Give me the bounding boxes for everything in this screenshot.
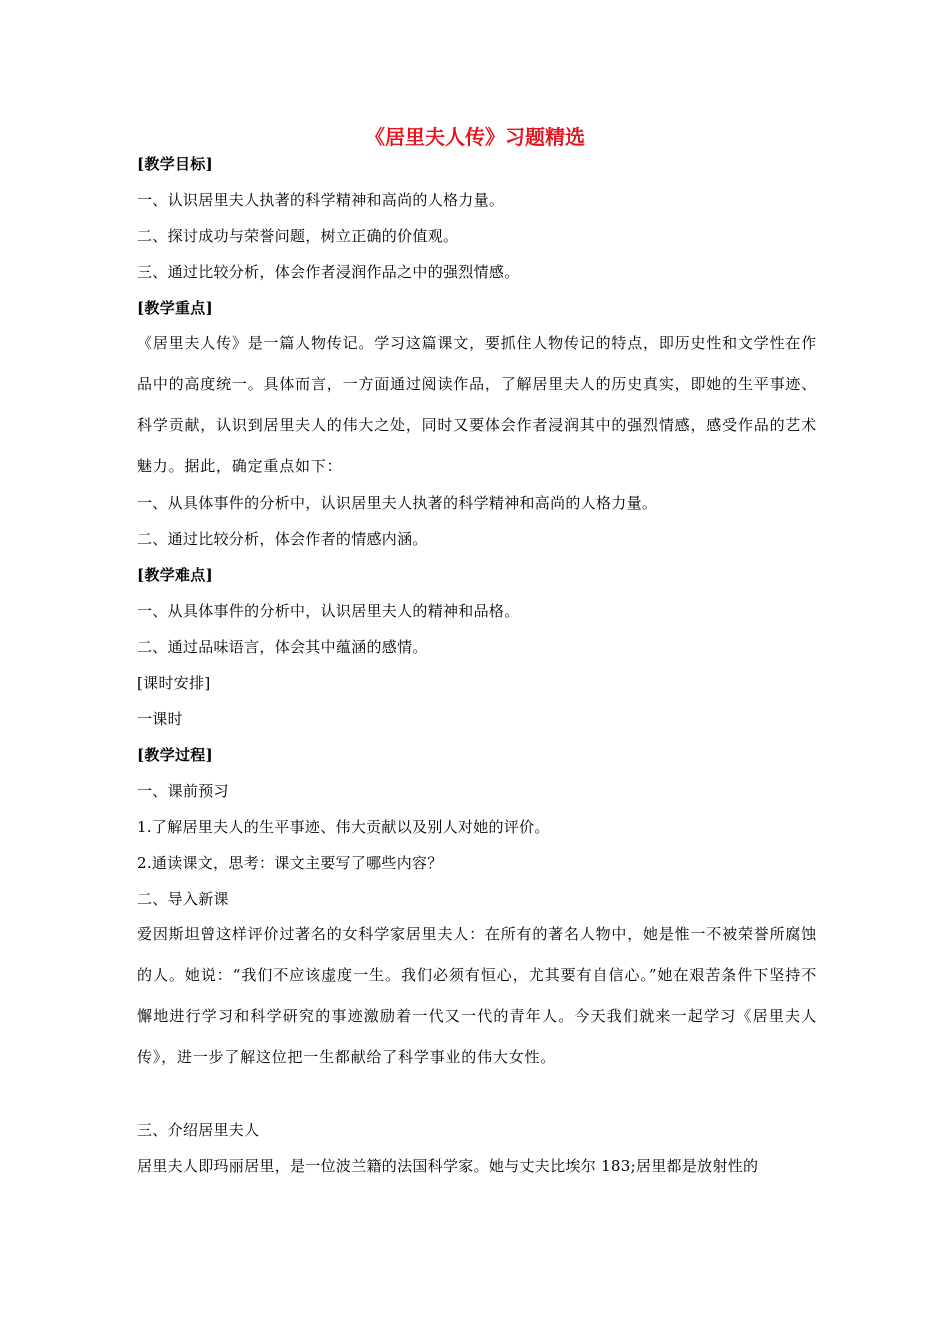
preview-item: 2.通读课文，思考：课文主要写了哪些内容？ bbox=[137, 854, 443, 872]
schedule-value: 一课时 bbox=[137, 710, 183, 728]
key-points-paragraph: 《居里夫人传》是一篇人物传记。学习这篇课文，要抓住人物传记的特点，即历史性和文学性在作品中的高度统一。具体而言，一方面通过阅读作品，了解居里夫人的历史真实，即她的生平事迹、科学贡献，认识到居里夫人的伟大之处，同时又要体会作者浸润其中的强烈情感，感受作品的艺术魅力。据此，确定重点如下： bbox=[137, 334, 817, 475]
goal-item: 三、通过比较分析，体会作者浸润作品之中的强烈情感。 bbox=[137, 263, 520, 281]
paragraph-spacer bbox=[137, 1076, 817, 1112]
section-heading-key-points: [教学重点] bbox=[137, 299, 213, 317]
step-heading-curie-intro: 三、介绍居里夫人 bbox=[137, 1121, 260, 1139]
step-heading-introduction: 二、导入新课 bbox=[137, 890, 229, 908]
goal-item: 一、认识居里夫人执著的科学精神和高尚的人格力量。 bbox=[137, 191, 505, 209]
key-point-item: 二、通过比较分析，体会作者的情感内涵。 bbox=[137, 530, 428, 548]
document-body bbox=[137, 146, 817, 1184]
section-heading-goals: [教学目标] bbox=[137, 155, 213, 173]
key-point-item: 一、从具体事件的分析中，认识居里夫人执著的科学精神和高尚的人格力量。 bbox=[137, 494, 658, 512]
step-heading-preview: 一、课前预习 bbox=[137, 782, 229, 800]
section-heading-schedule: [课时安排] bbox=[137, 674, 211, 692]
introduction-paragraph: 爱因斯坦曾这样评价过著名的女科学家居里夫人：在所有的著名人物中，她是惟一不被荣誉所腐蚀的人。她说：“我们不应该虚度一生。我们必须有恒心，尤其要有自信心。”她在艰苦条件下坚持不懈地进行学习和科学研究的事迹激励着一代又一代的青年人。今天我们就来一起学习《居里夫人传》，进一步了解这位把一生都献给了科学事业的伟大女性。 bbox=[137, 925, 817, 1066]
preview-item: 1.了解居里夫人的生平事迹、伟大贡献以及别人对她的评价。 bbox=[137, 818, 550, 836]
curie-intro-paragraph: 居里夫人即玛丽居里，是一位波兰籍的法国科学家。她与丈夫比埃尔 183;居里都是放射性的 bbox=[137, 1157, 759, 1175]
difficulty-item: 一、从具体事件的分析中，认识居里夫人的精神和品格。 bbox=[137, 602, 520, 620]
document-title: 《居里夫人传》习题精选 bbox=[365, 125, 585, 149]
section-heading-process: [教学过程] bbox=[137, 746, 213, 764]
goal-item: 二、探讨成功与荣誉问题，树立正确的价值观。 bbox=[137, 227, 459, 245]
section-heading-difficulties: [教学难点] bbox=[137, 566, 213, 584]
difficulty-item: 二、通过品味语言，体会其中蕴涵的感情。 bbox=[137, 638, 428, 656]
